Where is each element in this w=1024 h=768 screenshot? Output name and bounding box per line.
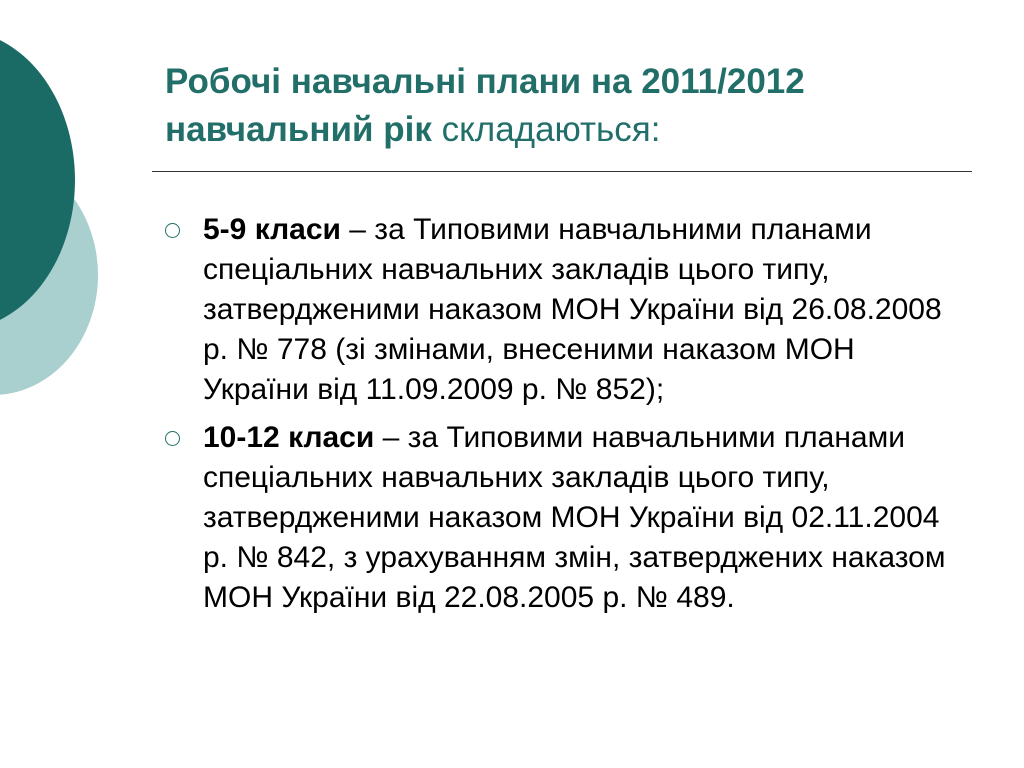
title-divider — [152, 171, 972, 172]
list-item — [0, 418, 963, 618]
list-item-heading: 10-12 класи — [203, 421, 375, 454]
circle-bullet-icon — [165, 223, 180, 238]
slide-title-rest: складаються: — [431, 110, 661, 149]
list-item-text: – за Типовими навчальними планами спеціальних навчальних закладів цього типу, затвердженими наказом МОН України від 26.08.2008 р. № 778 (зі змінами, внесеними наказом МОН України від 11.09.2009 р. № 852); — [203, 213, 942, 406]
list-item-heading: 5-9 класи — [203, 213, 341, 246]
bullet-list — [0, 210, 1024, 618]
slide-title-bold: Робочі навчальні плани на 2011/2012 навчальний рік — [165, 62, 805, 149]
slide-title — [165, 58, 985, 154]
list-item-text: – за Типовими навчальними планами спеціальних навчальних закладів цього типу, затвердженими наказом МОН України від 02.11.2004 р. № 842, з урахуванням змін, затверджених наказом МОН України від 22.08.2005 р. № 489. — [203, 421, 946, 614]
circle-bullet-icon — [165, 431, 180, 446]
list-item — [0, 210, 963, 410]
